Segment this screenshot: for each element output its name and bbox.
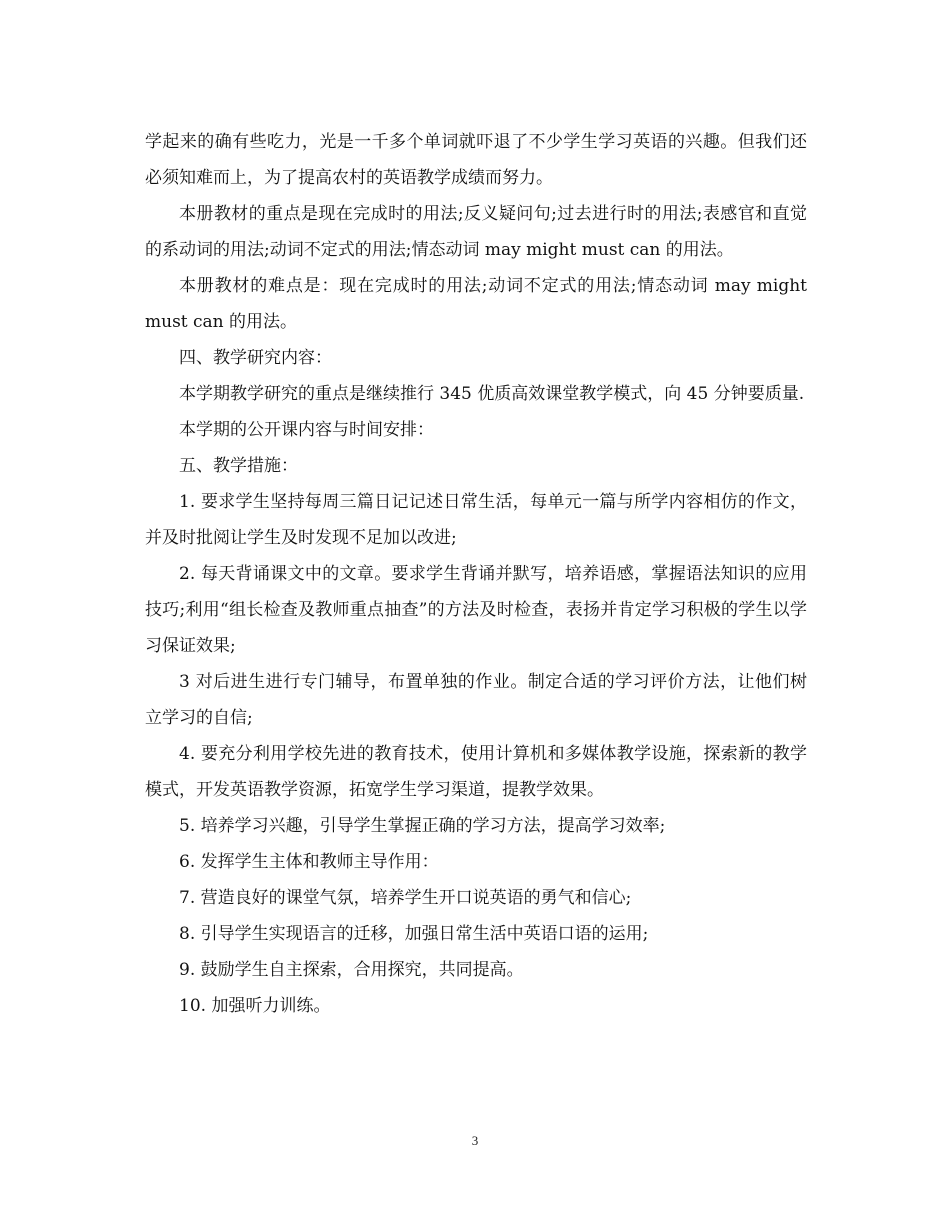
paragraph-continuation: 学起来的确有些吃力，光是一千多个单词就吓退了不少学生学习英语的兴趣。但我们还必须知难而上，为了提高农村的英语教学成绩而努力。 <box>145 132 807 188</box>
list-item-measure-5: 5. 培养学习兴趣，引导学生掌握正确的学习方法，提高学习效率; <box>179 816 666 836</box>
list-item-measure-4: 4. 要充分利用学校先进的教育技术，使用计算机和多媒体教学设施，探索新的教学模式，开发英语教学资源，拓宽学生学习渠道，提教学效果。 <box>145 744 807 800</box>
paragraph-open-class-schedule: 本学期的公开课内容与时间安排： <box>179 420 434 440</box>
page-number: 3 <box>471 1133 479 1148</box>
section-heading-teaching-research: 四、教学研究内容： <box>179 348 332 368</box>
list-item-measure-1: 1. 要求学生坚持每周三篇日记记述日常生活，每单元一篇与所学内容相仿的作文，并及时批阅让学生及时发现不足加以改进; <box>145 492 807 548</box>
list-item-measure-8: 8. 引导学生实现语言的迁移，加强日常生活中英语口语的运用; <box>179 924 649 944</box>
list-item-measure-6: 6. 发挥学生主体和教师主导作用： <box>179 852 439 872</box>
list-item-measure-9: 9. 鼓励学生自主探索，合用探究，共同提高。 <box>179 960 524 980</box>
document-body <box>145 124 807 1024</box>
section-heading-teaching-measures: 五、教学措施： <box>179 456 298 476</box>
list-item-measure-3: 3 对后进生进行专门辅导，布置单独的作业。制定合适的学习评价方法，让他们树立学习的自信; <box>145 672 807 728</box>
list-item-measure-10: 10. 加强听力训练。 <box>179 996 331 1016</box>
paragraph-difficult-points: 本册教材的难点是：现在完成时的用法;动词不定式的用法;情态动词 may might must can 的用法。 <box>145 276 807 332</box>
paragraph-research-focus: 本学期教学研究的重点是继续推行 345 优质高效课堂教学模式，向 45 分钟要质量. <box>179 384 805 404</box>
paragraph-key-points: 本册教材的重点是现在完成时的用法;反义疑问句;过去进行时的用法;表感官和直觉的系动词的用法;动词不定式的用法;情态动词 may might must can 的用法。 <box>145 204 807 260</box>
list-item-measure-7: 7. 营造良好的课堂气氛，培养学生开口说英语的勇气和信心; <box>179 888 632 908</box>
list-item-measure-2: 2. 每天背诵课文中的文章。要求学生背诵并默写，培养语感，掌握语法知识的应用技巧;利用“组长检查及教师重点抽查”的方法及时检查，表扬并肯定学习积极的学生以学习保证效果; <box>145 564 807 656</box>
